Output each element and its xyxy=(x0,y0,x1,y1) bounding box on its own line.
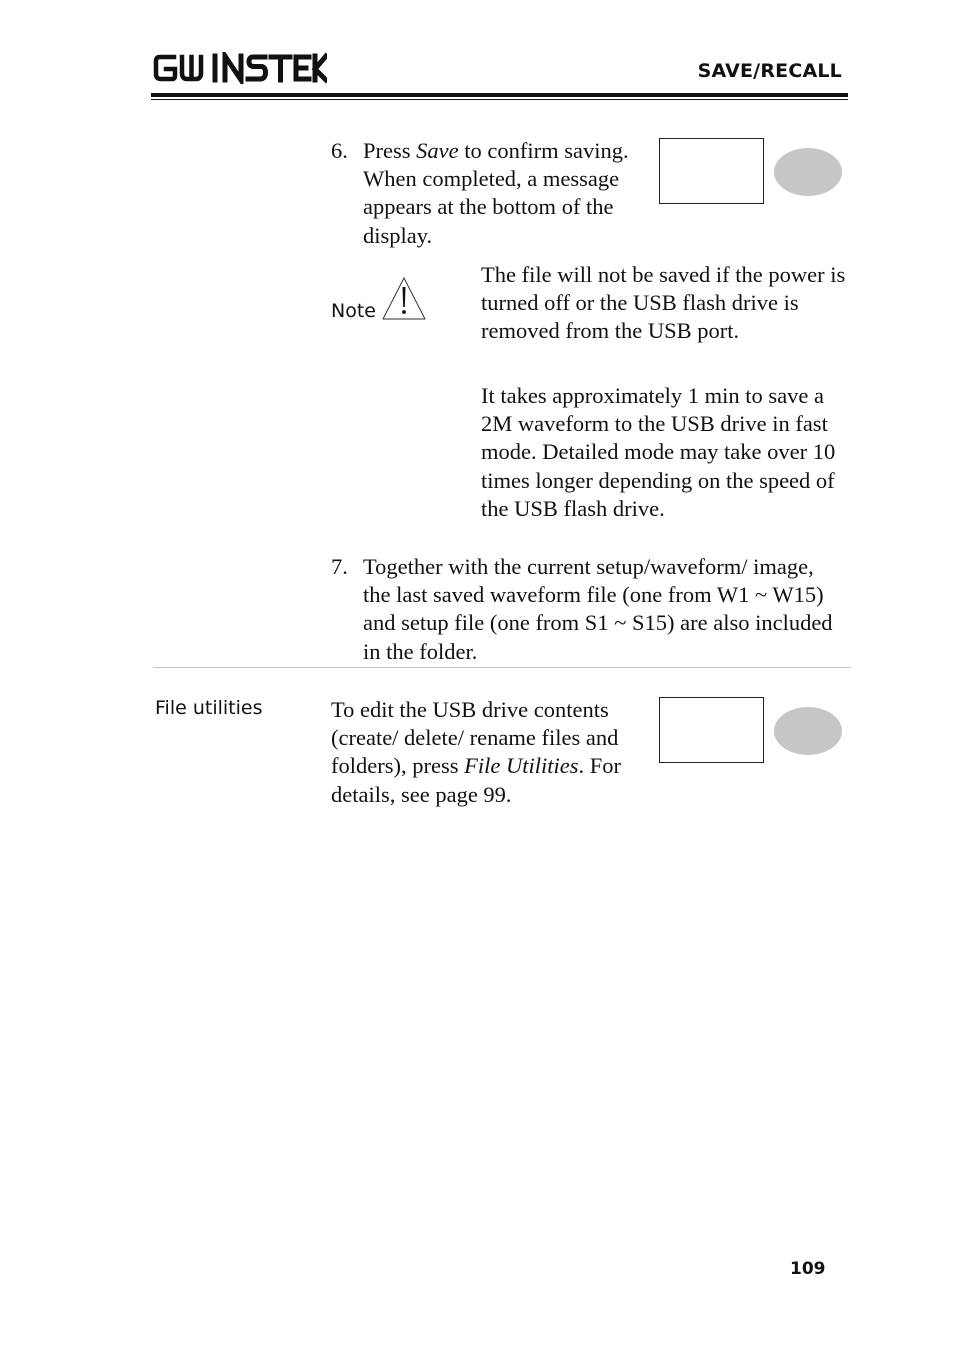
section-divider xyxy=(153,667,851,668)
save-softkey-button[interactable] xyxy=(774,148,842,196)
note-paragraph-2: It takes approximately 1 min to save a 2M waveform to the USB drive in fast mode. Detailed mode may take over 10 times longer depending on the speed of the USB flash drive. xyxy=(481,383,836,521)
file-utilities-keyword: File Utilities xyxy=(464,753,579,779)
file-utilities-softkey-menu-box[interactable] xyxy=(659,697,764,763)
page-number: 109 xyxy=(790,1259,826,1279)
note-paragraph-1: The file will not be saved if the power is turned off or the USB flash drive is removed from the USB port. xyxy=(481,262,846,344)
save-softkey-menu-box[interactable] xyxy=(659,138,764,204)
step-6-text xyxy=(363,137,648,250)
warning-triangle-icon xyxy=(381,276,427,322)
file-utilities-softkey-button[interactable] xyxy=(774,707,842,755)
file-utilities-text xyxy=(331,696,649,809)
step-7-number: 7. xyxy=(331,554,348,579)
step-6-text-before: Press xyxy=(363,138,417,163)
note-label: Note xyxy=(331,300,376,322)
brand-logo xyxy=(152,52,327,84)
header-rule-thin xyxy=(151,99,848,100)
file-utilities-text-after: . For details, see page 99. xyxy=(331,753,621,807)
step-6-text-after: to confirm saving. When completed, a message appears at the bottom of the display. xyxy=(363,138,629,248)
header-rule xyxy=(151,93,848,97)
step-6-number: 6. xyxy=(331,138,348,163)
step-7-text: Together with the current setup/waveform/ image, the last saved waveform file (one from W1 ~ W15) and setup file (one from S1 ~ S15) are also included in the folder. xyxy=(363,554,833,664)
section-title: SAVE/RECALL xyxy=(697,60,842,82)
file-utilities-label: File utilities xyxy=(155,697,263,719)
save-keyword: Save xyxy=(416,138,459,163)
file-utilities-text-before: To edit the USB drive contents (create/ delete/ rename files and folders), press xyxy=(331,697,619,779)
